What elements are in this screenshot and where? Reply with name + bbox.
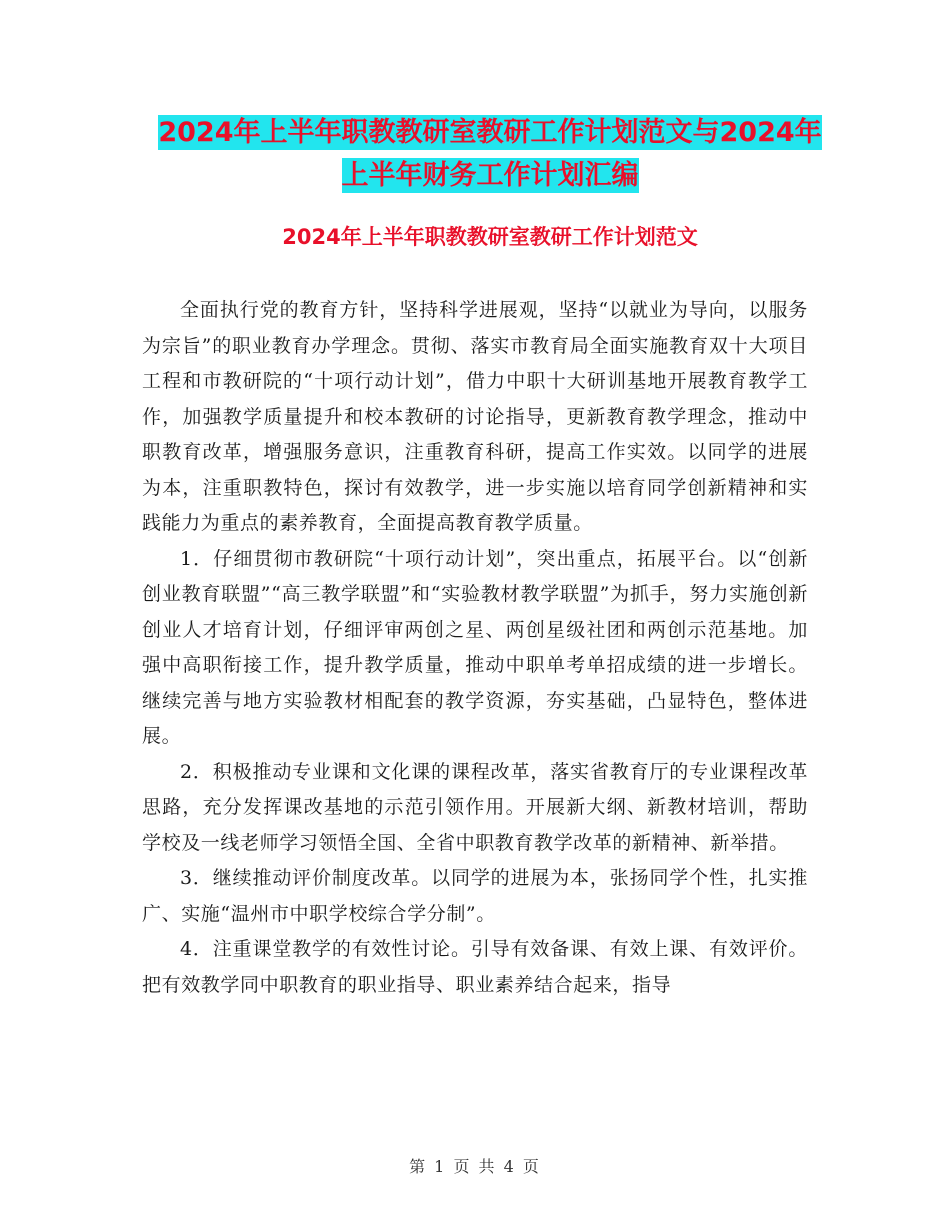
section-title: 2024年上半年职教教研室教研工作计划范文 (282, 225, 698, 249)
main-title-line-2 (140, 151, 840, 200)
page-number-footer: 第 1 页 共 4 页 (409, 1157, 541, 1176)
paragraph-item-2: 2．积极推动专业课和文化课的课程改革，落实省教育厅的专业课程改革思路，充分发挥课改基地的示范引领作用。开展新大纲、新教材培训，帮助学校及一线老师学习领悟全国、全省中职教育教学改革的新精神、新举措。 (142, 760, 808, 854)
paragraph-item-3: 3．继续推动评价制度改革。以同学的进展为本，张扬同学个性，扎实推广、实施“温州市中职学校综合学分制”。 (142, 867, 808, 925)
paragraph-item-4: 4．注重课堂教学的有效性讨论。引导有效备课、有效上课、有效评价。把有效教学同中职教育的职业指导、职业素养结合起来，指导 (142, 938, 808, 996)
main-title-line-2-text: 上半年财务工作计划汇编 (341, 160, 639, 191)
main-title-line-1-text: 2024年上半年职教教研室教研工作计划范文与2024年 (158, 117, 822, 148)
paragraph-intro: 全面执行党的教育方针，坚持科学进展观，坚持“以就业为导向，以服务为宗旨”的职业教育办学理念。贯彻、落实市教育局全面实施教育双十大项目工程和市教研院的“十项行动计划”，借力中职十大研训基地开展教育教学工作，加强教学质量提升和校本教研的讨论指导，更新教育教学理念，推动中职教育改革，增强服务意识，注重教育科研，提高工作实效。以同学的进展为本，注重职教特色，探讨有效教学，进一步实施以培育同学创新精神和实践能力为重点的素养教育，全面提高教育教学质量。 (142, 299, 808, 534)
paragraph-item-1: 1．仔细贯彻市教研院“十项行动计划”，突出重点，拓展平台。以“创新创业教育联盟”“高三教学联盟”和“实验教材教学联盟”为抓手，努力实施创新创业人才培育计划，仔细评审两创之星、两创星级社团和两创示范基地。加强中高职衔接工作，提升教学质量，推动中职单考单招成绩的进一步增长。继续完善与地方实验教材相配套的教学资源，夯实基础，凸显特色，整体进展。 (142, 547, 808, 747)
document-body (142, 293, 808, 1003)
main-title-line-1 (140, 108, 840, 157)
